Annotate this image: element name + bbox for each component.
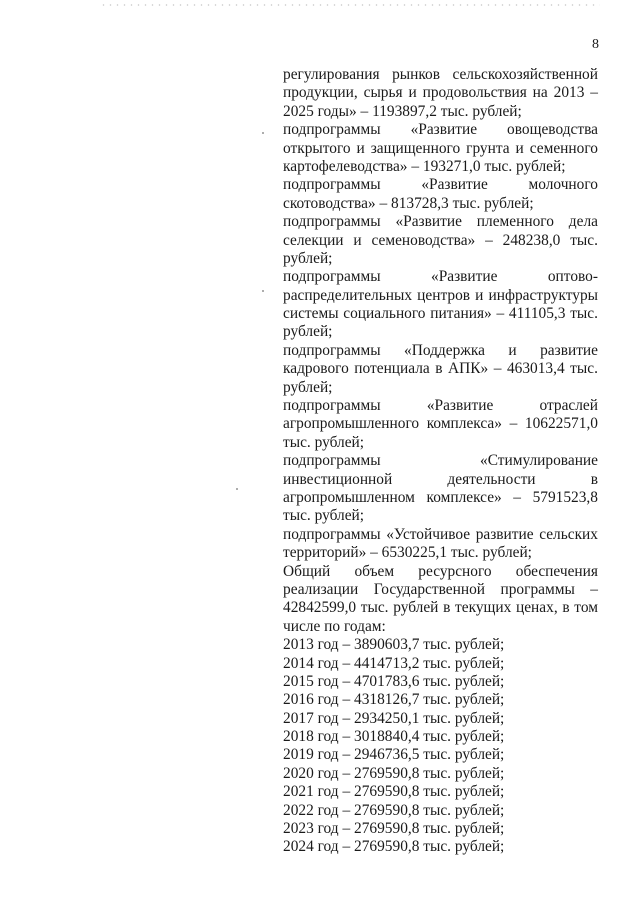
word: сырья bbox=[363, 84, 403, 102]
word: подпрограммы bbox=[283, 341, 381, 359]
word: в bbox=[562, 599, 570, 617]
word: развитие bbox=[475, 525, 534, 543]
text-line: 2024 год – 2769590,8 тыс. рублей; bbox=[283, 838, 505, 856]
word: подпрограммы bbox=[283, 268, 381, 286]
word: текущих bbox=[455, 599, 512, 617]
word: тыс. bbox=[570, 231, 598, 249]
word: 2013 bbox=[553, 84, 585, 102]
text-line bbox=[283, 599, 598, 617]
word: кадрового bbox=[283, 360, 349, 378]
word: инфраструктуры bbox=[488, 286, 598, 304]
text-line bbox=[283, 415, 598, 433]
text-line: 2015 год – 4701783,6 тыс. рублей; bbox=[283, 672, 505, 690]
word: подпрограммы bbox=[283, 121, 381, 139]
text-line: тыс. рублей; bbox=[283, 433, 365, 451]
word: 411105,3 bbox=[508, 305, 566, 323]
word: питания» bbox=[430, 305, 492, 323]
word: – bbox=[496, 305, 505, 323]
word: семеноводства» bbox=[371, 231, 476, 249]
word: овощеводства bbox=[507, 121, 598, 139]
word: АПК» bbox=[448, 360, 489, 378]
scan-mark bbox=[262, 132, 264, 134]
word: агропромышленном bbox=[283, 488, 415, 506]
text-line bbox=[283, 452, 598, 470]
word: инвестиционной bbox=[283, 470, 393, 488]
word: отраслей bbox=[539, 397, 598, 415]
word: в bbox=[443, 599, 451, 617]
word: – bbox=[590, 84, 598, 102]
text-line: рублей; bbox=[283, 323, 333, 341]
text-line bbox=[283, 563, 598, 581]
text-line: числе по годам: bbox=[283, 617, 386, 635]
word: на bbox=[532, 84, 548, 102]
text-line bbox=[283, 268, 598, 286]
text-line bbox=[283, 121, 598, 139]
word: регулирования bbox=[283, 66, 380, 83]
word: тыс. bbox=[360, 599, 389, 617]
word: тыс. bbox=[570, 305, 598, 323]
word: «Развитие bbox=[431, 268, 498, 286]
scan-mark bbox=[262, 290, 264, 292]
word: агропромышленного bbox=[283, 415, 420, 433]
word: продовольствия bbox=[422, 84, 527, 102]
word: и bbox=[515, 139, 524, 157]
text-line bbox=[283, 581, 598, 599]
text-line: картофелеводства» – 193271,0 тыс. рублей; bbox=[283, 157, 566, 175]
word: «Устойчивое bbox=[386, 525, 471, 543]
word: 463013,4 bbox=[506, 360, 565, 378]
word: и bbox=[475, 286, 484, 304]
word: системы bbox=[283, 305, 339, 323]
word: открытого bbox=[283, 139, 351, 157]
word: подпрограммы bbox=[283, 525, 381, 543]
word: «Развитие bbox=[421, 176, 488, 194]
text-line bbox=[283, 342, 598, 360]
word: обеспечения bbox=[515, 562, 598, 580]
word: и bbox=[408, 84, 417, 102]
text-line: 2014 год – 4414713,2 тыс. рублей; bbox=[283, 654, 505, 672]
word: и bbox=[508, 341, 517, 359]
text-line: 2013 год – 3890603,7 тыс. рублей; bbox=[283, 636, 505, 654]
word: 5791523,8 bbox=[532, 488, 598, 506]
text-line: 2016 год – 4318126,7 тыс. рублей; bbox=[283, 691, 505, 709]
scan-noise bbox=[100, 2, 600, 10]
word: 248238,0 bbox=[502, 231, 561, 249]
text-line: 2020 год – 2769590,8 тыс. рублей; bbox=[283, 764, 505, 782]
text-line bbox=[283, 287, 598, 305]
document-body bbox=[283, 66, 598, 857]
word: деятельности bbox=[447, 470, 536, 488]
word: развитие bbox=[540, 341, 598, 359]
word: «Стимулирование bbox=[480, 452, 598, 470]
word: «Развитие bbox=[395, 213, 462, 231]
text-line: 2023 год – 2769590,8 тыс. рублей; bbox=[283, 820, 505, 838]
text-line bbox=[283, 232, 598, 250]
word: подпрограммы bbox=[283, 213, 381, 231]
word: – bbox=[493, 360, 502, 378]
word: оптово- bbox=[547, 268, 598, 286]
word: 42842599,0 bbox=[283, 599, 357, 617]
word: защищенного bbox=[370, 139, 461, 157]
word: программы bbox=[500, 580, 575, 598]
text-line bbox=[283, 489, 598, 507]
text-line: 2025 годы» – 1193897,2 тыс. рублей; bbox=[283, 102, 522, 120]
word: семенного bbox=[529, 139, 598, 157]
word: распределительных bbox=[283, 286, 413, 304]
word: «Развитие bbox=[426, 397, 494, 415]
word: центров bbox=[417, 286, 471, 304]
word: и bbox=[353, 231, 362, 249]
text-line: территорий» – 6530225,1 тыс. рублей; bbox=[283, 544, 532, 562]
word: племенного bbox=[476, 213, 554, 231]
text-line: тыс. рублей; bbox=[283, 507, 365, 525]
word: продукции, bbox=[283, 84, 358, 102]
word: объем bbox=[354, 562, 395, 580]
word: ресурсного bbox=[418, 562, 492, 580]
text-line: 2017 год – 2934250,1 тыс. рублей; bbox=[283, 709, 505, 727]
word: – bbox=[509, 415, 518, 433]
word: социального bbox=[343, 305, 426, 323]
word: «Развитие bbox=[410, 121, 478, 139]
word: – bbox=[590, 580, 598, 598]
word: Государственной bbox=[373, 580, 486, 598]
page-number: 8 bbox=[592, 37, 599, 52]
word: тыс. bbox=[570, 360, 598, 378]
word: селекции bbox=[283, 231, 344, 249]
text-line bbox=[283, 176, 598, 194]
text-line bbox=[283, 526, 598, 544]
word: дела bbox=[568, 213, 598, 231]
text-line: 2018 год – 3018840,4 тыс. рублей; bbox=[283, 728, 505, 746]
word: молочного bbox=[528, 176, 598, 194]
word: Общий bbox=[283, 562, 331, 580]
word: рынков bbox=[392, 66, 440, 83]
text-line: 2019 год – 2946736,5 тыс. рублей; bbox=[283, 746, 505, 764]
text-line bbox=[283, 66, 598, 84]
text-line bbox=[283, 360, 598, 378]
word: – bbox=[485, 231, 493, 249]
word: потенциала bbox=[354, 360, 430, 378]
word: подпрограммы bbox=[283, 397, 381, 415]
word: подпрограммы bbox=[283, 452, 381, 470]
word: комплекса» bbox=[426, 415, 502, 433]
text-line bbox=[283, 471, 598, 489]
word: 10622571,0 bbox=[524, 415, 598, 433]
scan-mark bbox=[236, 488, 238, 490]
word: рублей bbox=[393, 599, 439, 617]
text-line: скотоводства» – 813728,3 тыс. рублей; bbox=[283, 194, 534, 212]
text-line: 2022 год – 2769590,8 тыс. рублей; bbox=[283, 801, 505, 819]
text-line: рублей; bbox=[283, 378, 333, 396]
word: сельских bbox=[539, 525, 598, 543]
text-line: рублей; bbox=[283, 249, 333, 267]
word: сельскохозяйственной bbox=[452, 66, 598, 83]
word: подпрограммы bbox=[283, 176, 381, 194]
word: в bbox=[590, 470, 598, 488]
word: том bbox=[574, 599, 598, 617]
text-line bbox=[283, 305, 598, 323]
word: реализации bbox=[283, 580, 359, 598]
word: комплексе» bbox=[426, 488, 502, 506]
text-line bbox=[283, 213, 598, 231]
word: в bbox=[435, 360, 443, 378]
word: – bbox=[513, 488, 521, 506]
word: грунта bbox=[466, 139, 510, 157]
word: и bbox=[356, 139, 365, 157]
word: «Поддержка bbox=[404, 341, 485, 359]
word: ценах, bbox=[515, 599, 558, 617]
text-line bbox=[283, 84, 598, 102]
text-line bbox=[283, 397, 598, 415]
text-line bbox=[283, 140, 598, 158]
text-line: 2021 год – 2769590,8 тыс. рублей; bbox=[283, 783, 505, 801]
